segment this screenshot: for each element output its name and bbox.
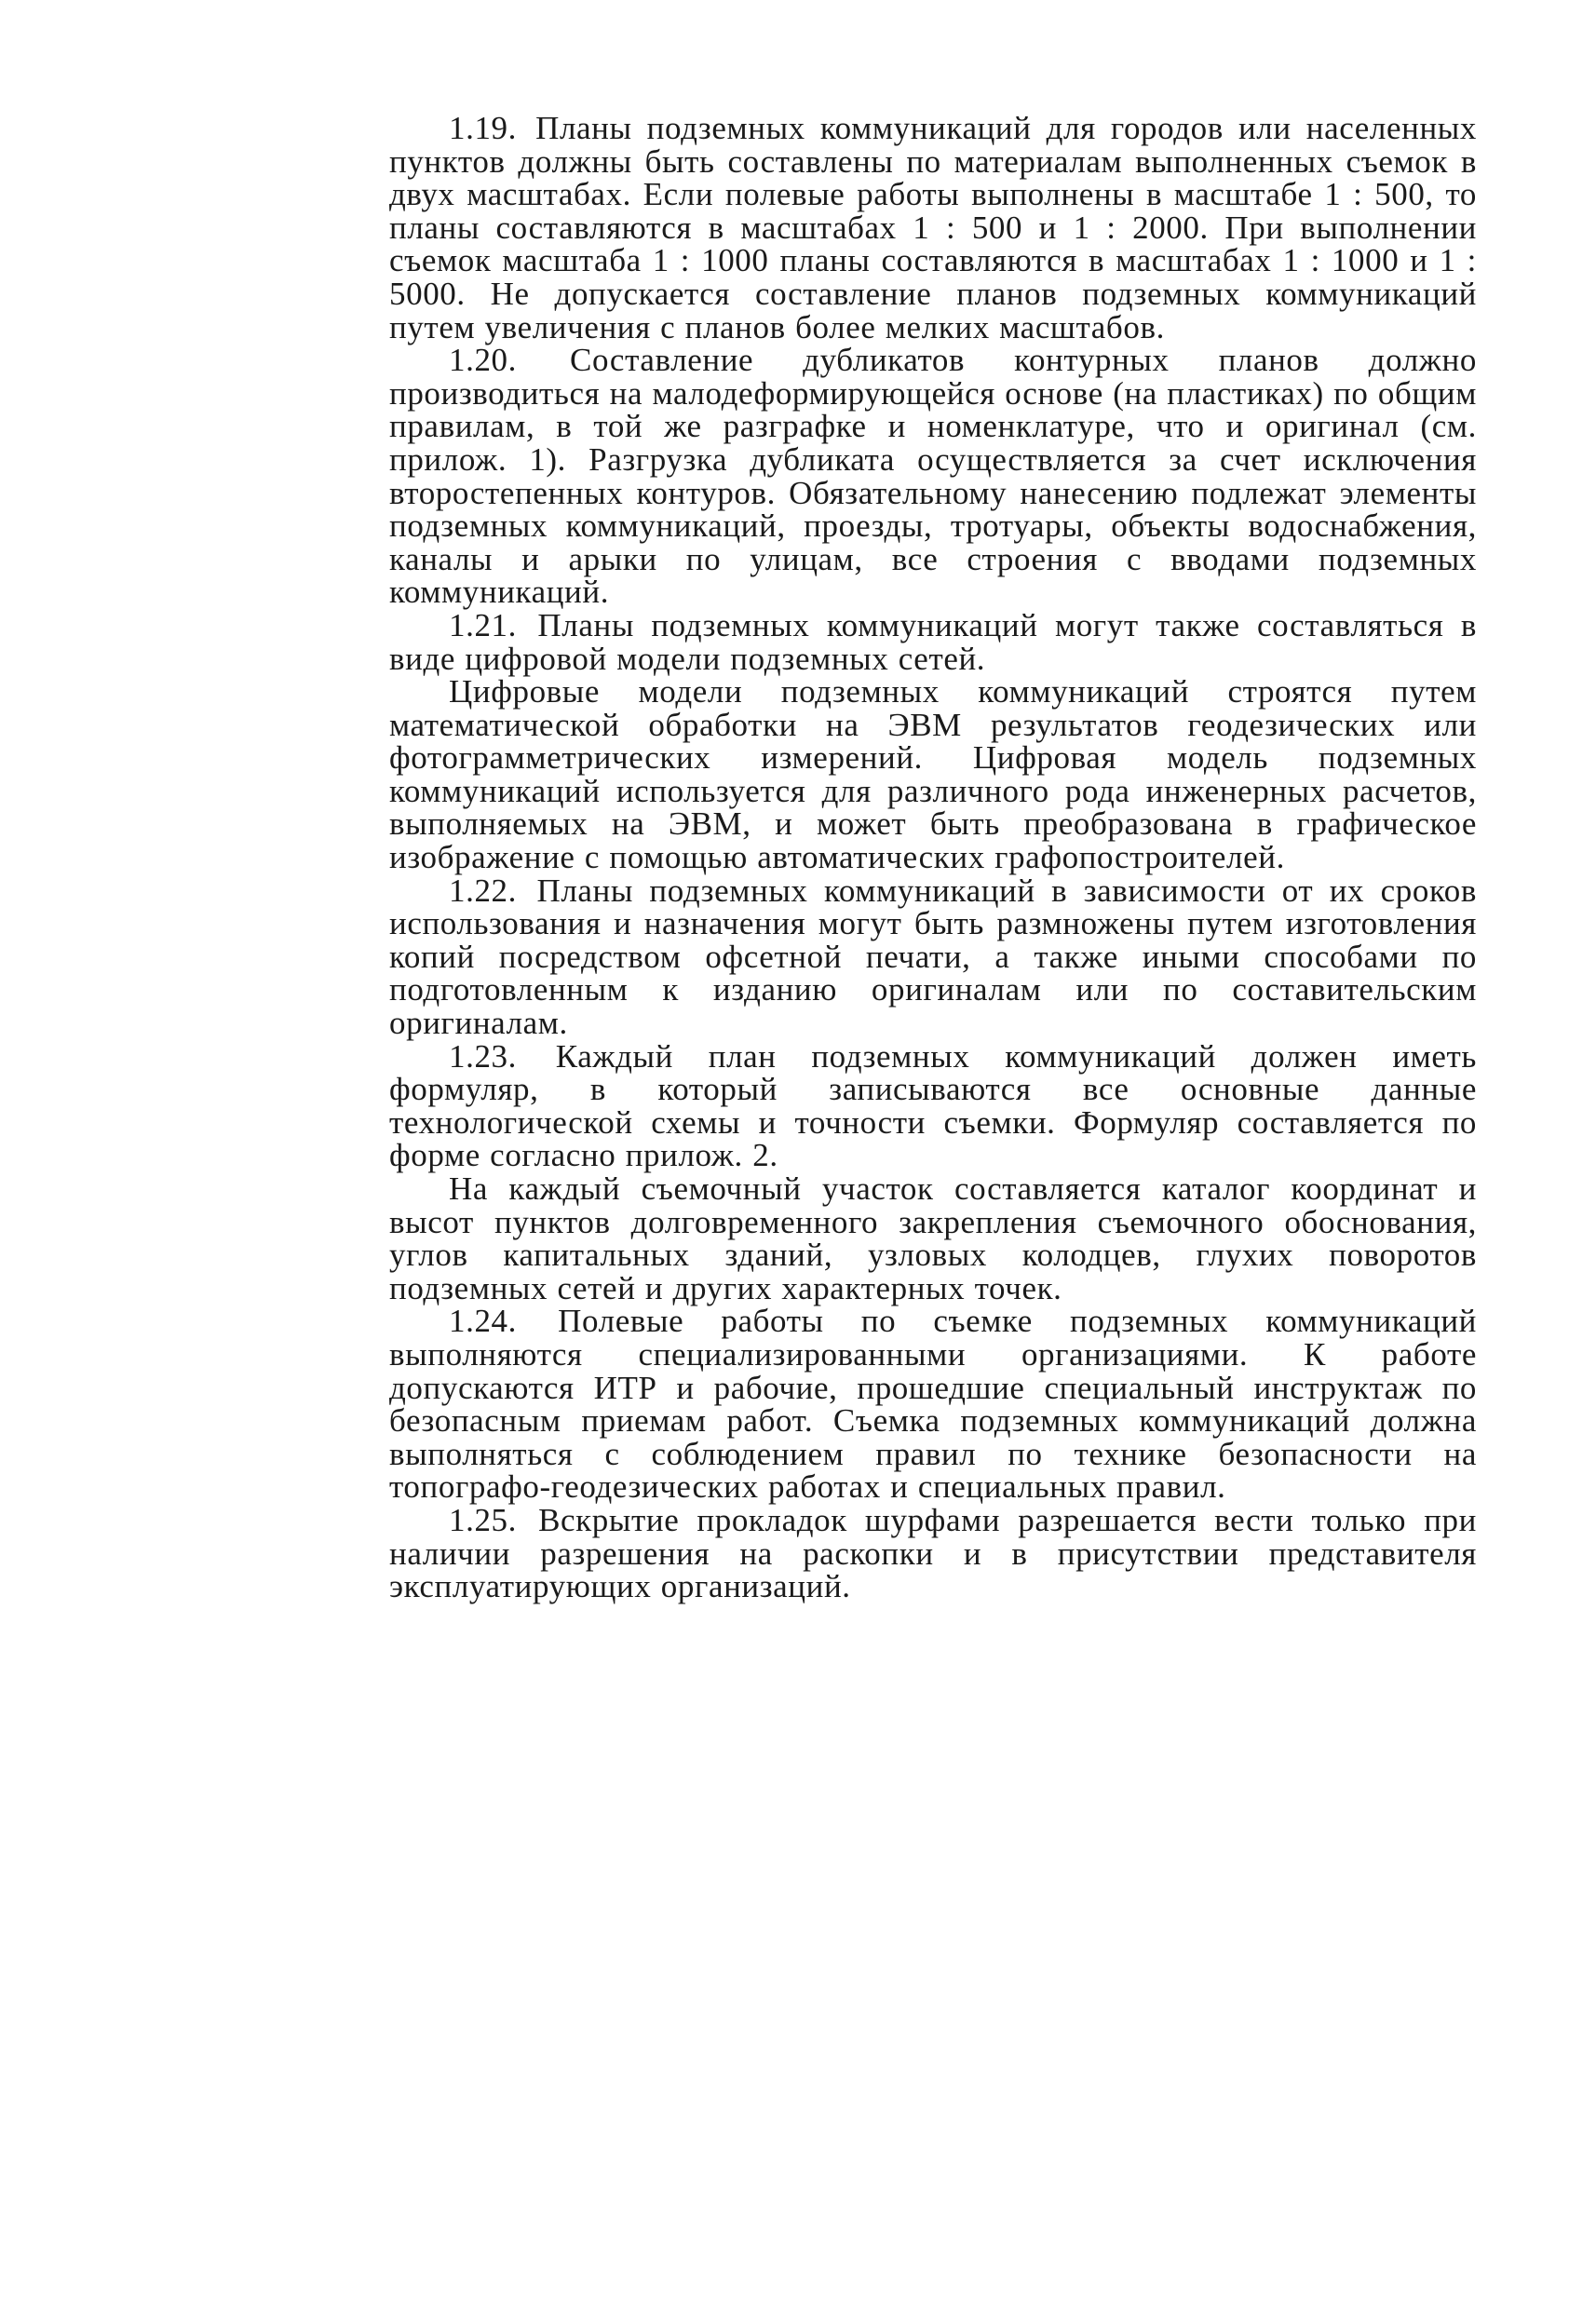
paragraph-text: Планы подземных коммуникаций в зависимости от их сроков использования и назначения могут быть размножены путем изготовления копий посредством офсетной печати, а также иными способами по подготовленным к изданию оригиналам или по составительским оригиналам. — [389, 872, 1477, 1042]
paragraph-number: 1.23. — [449, 1037, 517, 1075]
paragraph-catalog — [389, 1172, 1477, 1305]
document-body — [389, 112, 1477, 1603]
paragraph-number: 1.21. — [449, 606, 517, 643]
paragraph-text: Цифровые модели подземных коммуникаций строятся путем математической обработки на ЭВМ результатов геодезических или фотограмметрических измерений. Цифровая модель подземных коммуникаций используется для различного рода инженерных расчетов, выполняемых на ЭВМ, и может быть преобразована в графическое изображение с помощью автоматических графопостроителей. — [389, 673, 1477, 876]
paragraph-text: Составление дубликатов контурных планов должно производиться на малодеформирующейся основе (на пластиках) по общим правилам, в той же разграфке и номенклатуре, что и оригинал (см. прилож. 1). Разгрузка дубликата осуществляется за счет исключения второстепенных контуров. Обязательному нанесению подлежат элементы подземных коммуникаций, проезды, тротуары, объекты водоснабжения, каналы и арыки по улицам, все строения с вводами подземных коммуникаций. — [389, 342, 1477, 611]
paragraph-1-23 — [389, 1037, 1477, 1174]
paragraph-number: 1.24. — [449, 1303, 517, 1340]
paragraph-text: Вскрытие прокладок шурфами разрешается вести только при наличии разрешения на раскопки и в присутствии представителя эксплуатирующих организаций. — [389, 1501, 1477, 1605]
paragraph-1-25 — [389, 1501, 1477, 1605]
paragraph-text: На каждый съемочный участок составляется каталог координат и высот пунктов долговременного закрепления съемочного обоснования, углов капитальных зданий, узловых колодцев, глухих поворотов подземных сетей и других характерных точек. — [389, 1170, 1477, 1306]
paragraph-1-24 — [389, 1305, 1477, 1504]
paragraph-text: Планы подземных коммуникаций для городов или населенных пунктов должны быть составлены по материалам выполненных съемок в двух масштабах. Если полевые работы выполнены в масштабе 1 : 500, то планы составляются в масштабах 1 : 500 и 1 : 2000. При выполнении съемок масштаба 1 : 1000 планы составляются в масштабах 1 : 1000 и 1 : 5000. Не допускается составление планов подземных коммуникаций путем увеличения с планов более мелких масштабов. — [389, 110, 1477, 345]
paragraph-1-21 — [389, 606, 1477, 677]
paragraph-number: 1.19. — [449, 110, 517, 146]
paragraph-1-19 — [389, 112, 1477, 344]
paragraph-1-20 — [389, 344, 1477, 609]
paragraph-text: Полевые работы по съемке подземных коммуникаций выполняются специализированными организациями. К работе допускаются ИТР и рабочие, прошедшие специальный инструктаж по безопасным приемам работ. Съемка подземных коммуникаций должна выполняться с соблюдением правил по технике безопасности на топографо-геодезических работах и специальных правил. — [389, 1303, 1477, 1506]
paragraph-text: Планы подземных коммуникаций могут также составляться в виде цифровой модели подземных сетей. — [389, 606, 1477, 677]
paragraph-digital-models — [389, 675, 1477, 874]
paragraph-number: 1.22. — [449, 872, 517, 909]
paragraph-text: Каждый план подземных коммуникаций должен иметь формуляр, в который записываются все основные данные технологической схемы и точности съемки. Формуляр составляется по форме согласно прилож. 2. — [389, 1037, 1477, 1174]
paragraph-number: 1.20. — [449, 342, 517, 379]
paragraph-1-22 — [389, 874, 1477, 1040]
paragraph-number: 1.25. — [449, 1501, 517, 1538]
